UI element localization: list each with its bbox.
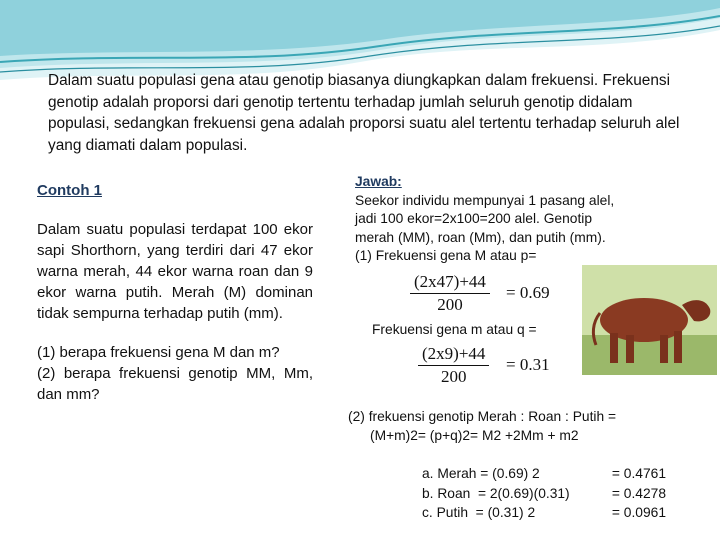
question-2: (2) berapa frekuensi genotip MM, Mm, dan mm? xyxy=(37,365,313,403)
result-value: = 0.4761 xyxy=(611,466,666,481)
result-label: a. Merah = (0.69) 2 xyxy=(422,466,540,481)
part-2-line-1: (2) frekuensi genotip Merah : Roan : Putih = xyxy=(348,409,617,424)
label-q: Frekuensi gena m atau q = xyxy=(372,322,537,337)
results-list xyxy=(422,464,666,523)
example-section xyxy=(37,180,313,405)
formula-q-denominator: 200 xyxy=(440,367,467,386)
formula-q-result: = 0.31 xyxy=(506,355,550,374)
formula-q xyxy=(418,344,550,387)
result-label: c. Putih = (0.31) 2 xyxy=(422,505,536,520)
part-2-line-2: (M+m)2= (p+q)2= M2 +2Mm + m2 xyxy=(370,428,579,443)
intro-paragraph: Dalam suatu populasi gena atau genotip biasanya diungkapkan dalam frekuensi. Frekuensi genotip adalah proporsi dari genotip tertentu terhadap jumlah seluruh genotip didalam populasi, sedangkan frekuensi gena adalah proporsi suatu alel tertentu terhadap seluruh alel yang diamati dalam populasi. xyxy=(48,72,680,154)
answer-line: Seekor individu mempunyai 1 pasang alel, xyxy=(355,192,615,208)
answer-line: merah (MM), roan (Mm), dan putih (mm). xyxy=(355,229,606,245)
part-2 xyxy=(348,407,616,445)
answer-section xyxy=(355,173,685,266)
result-label: b. Roan = 2(0.69)(0.31) xyxy=(422,485,570,501)
result-row xyxy=(422,464,666,484)
formula-p xyxy=(410,272,550,315)
answer-line: (1) Frekuensi gena M atau p= xyxy=(355,248,537,263)
formula-p-numerator: (2x47)+44 xyxy=(410,272,490,294)
result-value: = 0.0961 xyxy=(611,505,666,520)
example-paragraph: Dalam suatu populasi terdapat 100 ekor sapi Shorthorn, yang terdiri dari 47 ekor warna merah, 44 ekor warna roan dan 9 ekor warna putih. Merah (M) dominan tidak sempurna terhadap putih (mm). xyxy=(37,221,313,322)
formula-p-result: = 0.69 xyxy=(506,283,550,302)
example-title: Contoh 1 xyxy=(37,182,102,199)
answer-line: jadi 100 ekor=2x100=200 alel. Genotip xyxy=(355,211,593,226)
result-value: = 0.4278 xyxy=(611,485,666,501)
answer-lines xyxy=(355,192,685,266)
result-row xyxy=(422,484,666,504)
answer-title: Jawab: xyxy=(355,174,402,189)
question-1: (1) berapa frekuensi gena M dan m? xyxy=(37,344,280,361)
cow-photo xyxy=(582,265,717,375)
formula-p-denominator: 200 xyxy=(437,295,463,314)
result-row xyxy=(422,503,666,523)
formula-q-numerator: (2x9)+44 xyxy=(418,344,489,366)
